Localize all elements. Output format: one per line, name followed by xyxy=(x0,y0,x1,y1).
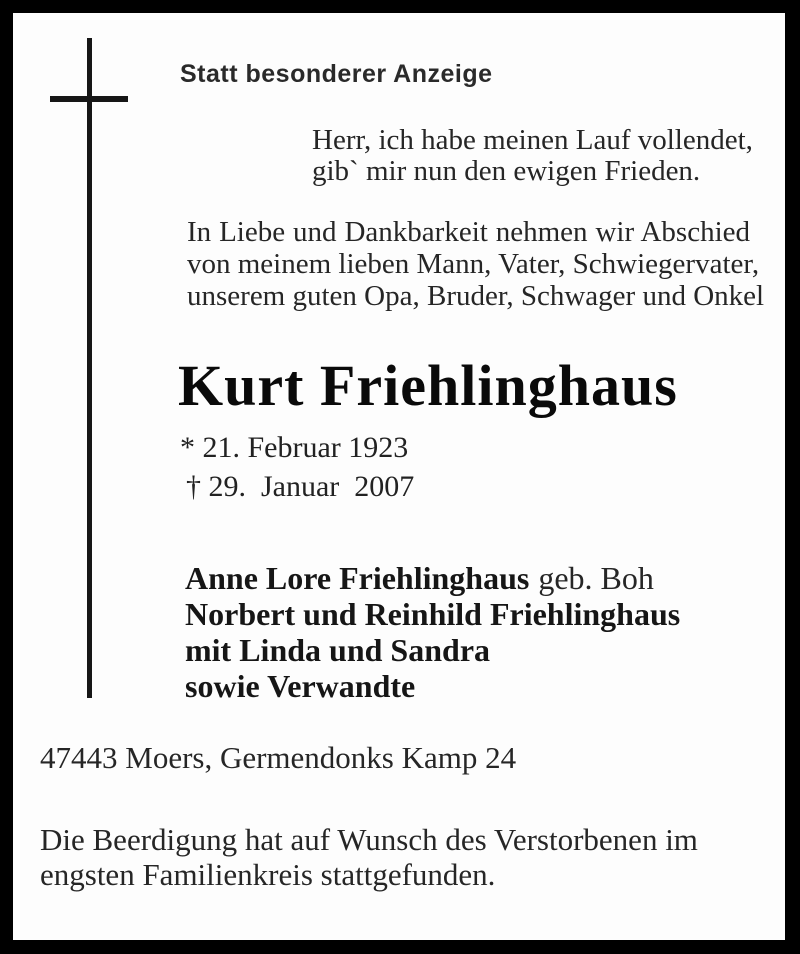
intro-line-2: von meinem lieben Mann, Vater, Schwiegervater, xyxy=(187,248,760,280)
mourner-name-suffix: geb. Boh xyxy=(538,560,654,596)
quote-line-1: Herr, ich habe meinen Lauf vollendet, xyxy=(312,124,753,156)
life-dates xyxy=(180,428,414,506)
funeral-note-line-2: engsten Familienkreis stattgefunden. xyxy=(40,857,496,892)
mourner-line-1 xyxy=(185,560,680,596)
mourner-line-3: mit Linda und Sandra xyxy=(185,632,491,668)
cross-icon xyxy=(87,38,92,698)
mourner-name-bold: Anne Lore Friehlinghaus xyxy=(185,560,530,596)
mourner-line-4: sowie Verwandte xyxy=(185,668,416,704)
quote-line-2: gib` mir nun den ewigen Frieden. xyxy=(312,155,701,187)
mourner-line-2: Norbert und Reinhild Friehlinghaus xyxy=(185,596,681,632)
intro-line-1: In Liebe und Dankbarkeit nehmen wir Abschied xyxy=(187,216,750,248)
birth-date-line: * 21. Februar 1923 xyxy=(180,431,409,464)
obituary-sheet xyxy=(13,13,785,940)
deceased-name: Kurt Friehlinghaus xyxy=(178,353,678,418)
address-line: 47443 Moers, Germendonks Kamp 24 xyxy=(40,740,517,775)
intro-line-3: unserem guten Opa, Bruder, Schwager und Onkel xyxy=(187,280,765,312)
cross-icon-bar xyxy=(50,96,128,102)
notice-header: Statt besonderer Anzeige xyxy=(180,60,493,88)
death-date-line: † 29. Januar 2007 xyxy=(186,470,415,503)
mourners-list xyxy=(185,560,680,704)
funeral-note xyxy=(40,822,698,892)
scripture-quote xyxy=(312,125,753,187)
funeral-note-line-1: Die Beerdigung hat auf Wunsch des Verstorbenen im xyxy=(40,822,698,857)
intro-paragraph xyxy=(187,216,765,312)
